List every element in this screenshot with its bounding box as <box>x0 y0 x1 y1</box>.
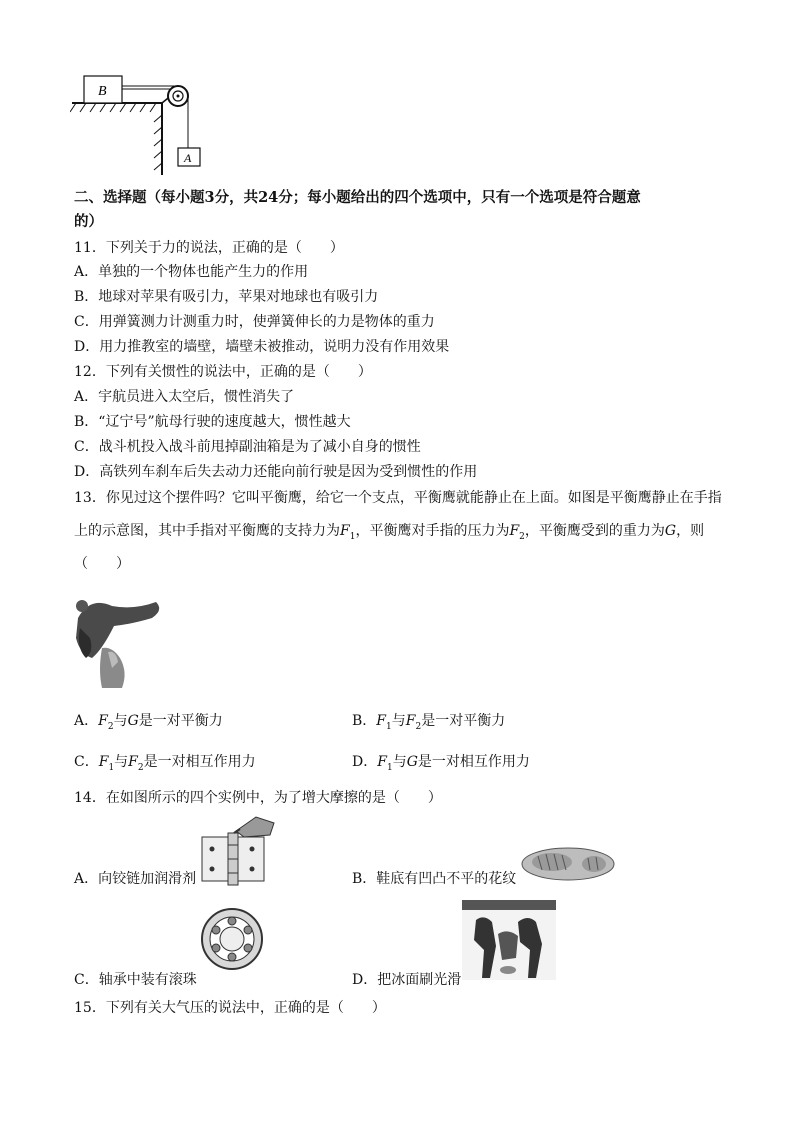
block-b-label: B <box>98 84 107 99</box>
q11-option-b: B．地球对苹果有吸引力，苹果对地球也有吸引力 <box>74 289 379 305</box>
q13-option-c: C．$F_1$与$F_2$是一对相互作用力 <box>74 754 256 773</box>
q14-option-c: C．轴承中装有滚珠 <box>74 972 197 988</box>
q13-option-a: A．$F_2$与G是一对平衡力 <box>74 713 223 732</box>
q15-stem: 15．下列有关大气压的说法中，正确的是（ ） <box>74 1000 386 1016</box>
q14-stem: 14．在如图所示的四个实例中，为了增大摩擦的是（ ） <box>74 790 442 806</box>
q12-option-d: D．高铁列车刹车后失去动力还能向前行驶是因为受到惯性的作用 <box>74 464 478 480</box>
q12-option-c: C．战斗机投入战斗前甩掉副油箱是为了减小自身的惯性 <box>74 439 421 455</box>
q13-option-d: D．$F_1$与G是一对相互作用力 <box>352 754 530 773</box>
block-a-label: A <box>184 151 192 165</box>
balance-eagle-photo <box>72 588 164 688</box>
q12-option-b: B．“辽宁号”航母行驶的速度越大，惯性越大 <box>74 414 351 430</box>
section-heading-line1: 二、选择题（每小题3分，共24分；每小题给出的四个选项中，只有一个选项是符合题意 <box>74 189 641 206</box>
q14-option-b: B．鞋底有凹凸不平的花纹 <box>352 871 517 887</box>
q12-stem: 12．下列有关惯性的说法中，正确的是（ ） <box>74 364 372 380</box>
q14-option-d: D．把冰面刷光滑 <box>352 972 462 988</box>
q13-line2: 上的示意图，其中手指对平衡鹰的支持力为$F_1$，平衡鹰对手指的压力为$F_2$，平衡鹰受到的重力为G，则 <box>74 523 705 542</box>
hinge-lubricant-image <box>196 815 276 887</box>
shoe-sole-image <box>518 840 618 884</box>
section-heading-line2: 的） <box>74 213 103 230</box>
q12-option-a: A．宇航员进入太空后，惯性消失了 <box>74 389 295 405</box>
q11-option-a: A．单独的一个物体也能产生力的作用 <box>74 264 309 280</box>
pulley-figure <box>70 70 210 180</box>
q11-option-d: D．用力推教室的墙壁，墙壁未被推动，说明力没有作用效果 <box>74 339 450 355</box>
q11-stem: 11．下列关于力的说法，正确的是（ ） <box>74 240 344 256</box>
q11-option-c: C．用弹簧测力计测重力时，使弹簧伸长的力是物体的重力 <box>74 314 435 330</box>
curling-ice-image <box>462 900 556 980</box>
q13-line1: 13．你见过这个摆件吗？它叫平衡鹰，给它一个支点，平衡鹰就能静止在上面。如图是平衡鹰静止在手指 <box>74 490 722 506</box>
q13-option-b: B．$F_1$与$F_2$是一对平衡力 <box>352 713 506 732</box>
q14-option-a: A．向铰链加润滑剂 <box>74 871 197 887</box>
ball-bearing-image <box>196 906 266 972</box>
q13-line3: （ ） <box>74 556 130 572</box>
